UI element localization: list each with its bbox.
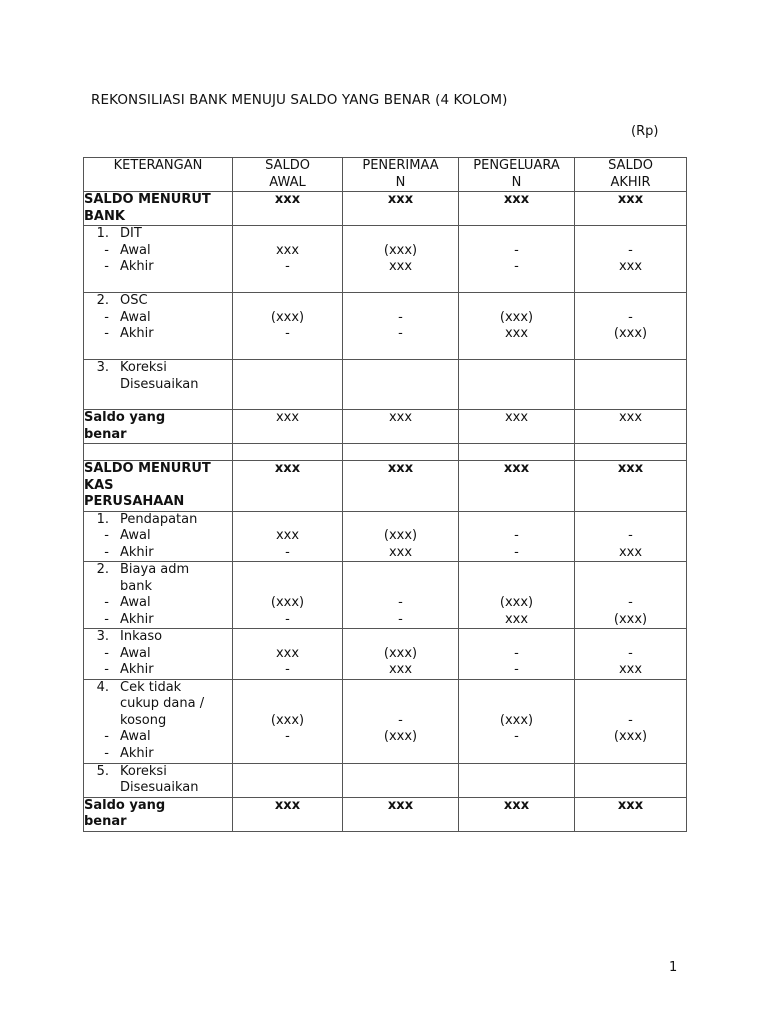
description-item — [84, 545, 232, 562]
cell-saldo-awal — [233, 797, 343, 831]
cell-value: xxx — [503, 797, 530, 813]
item-text: Awal — [120, 729, 151, 744]
item-marker: 3. — [96, 360, 109, 375]
description-item — [84, 512, 232, 529]
cell-value — [575, 562, 686, 579]
cell-saldo-akhir — [575, 562, 687, 629]
description-item — [84, 226, 232, 243]
item-marker: - — [104, 595, 109, 610]
row-description — [84, 562, 233, 629]
cell-value: xxx — [274, 797, 301, 813]
item-text: Awal — [120, 309, 151, 325]
description-item — [84, 293, 232, 310]
item-text: Akhir — [120, 745, 154, 761]
document-title: REKONSILIASI BANK MENUJU SALDO YANG BENAR (4 KOLOM) — [91, 92, 508, 108]
cell-saldo-awal — [233, 444, 343, 461]
table-row — [84, 410, 687, 444]
item-text: Pendapatan — [120, 511, 198, 527]
item-marker: 4. — [96, 679, 109, 695]
item-text: Akhir — [120, 326, 154, 341]
row-description — [84, 444, 233, 461]
cell-penerimaan — [343, 679, 459, 763]
currency-unit: (Rp) — [631, 124, 659, 139]
cell-value: xxx — [387, 461, 414, 476]
cell-value: (xxx) — [383, 645, 418, 661]
item-marker — [84, 696, 120, 713]
cell-value — [575, 293, 686, 310]
description-item — [84, 680, 232, 697]
header-text: PENGELUARA — [473, 158, 560, 173]
description-item — [84, 259, 232, 276]
cell-saldo-akhir — [575, 629, 687, 680]
cell-value — [459, 562, 574, 579]
cell-value — [459, 512, 574, 529]
description-item — [84, 360, 232, 377]
description-item — [84, 579, 232, 596]
item-text: Awal — [120, 528, 151, 543]
item-marker: - — [104, 326, 109, 341]
cell-value — [343, 562, 458, 579]
cell-saldo-akhir — [575, 360, 687, 410]
cell-value: - — [398, 326, 403, 341]
table-row — [84, 226, 687, 293]
cell-value: - — [285, 611, 290, 627]
item-marker: - — [104, 745, 109, 761]
cell-value: (xxx) — [383, 242, 418, 258]
description-item — [84, 696, 232, 713]
cell-pengeluaran — [459, 629, 575, 680]
description-line: PERUSAHAAN — [84, 494, 185, 509]
item-marker: - — [104, 309, 109, 325]
description-item — [84, 629, 232, 646]
cell-value: xxx — [275, 242, 300, 258]
cell-value: xxx — [618, 544, 643, 560]
cell-pengeluaran — [459, 511, 575, 562]
cell-pengeluaran — [459, 226, 575, 293]
cell-value: (xxx) — [499, 595, 534, 610]
cell-value: (xxx) — [499, 309, 534, 325]
item-marker: - — [104, 242, 109, 258]
header-text: SALDO — [265, 158, 310, 173]
row-description — [84, 763, 233, 797]
cell-value: - — [514, 662, 519, 677]
cell-value — [459, 696, 574, 713]
cell-value: xxx — [388, 662, 413, 677]
cell-saldo-awal — [233, 562, 343, 629]
cell-penerimaan — [343, 461, 459, 512]
item-marker: - — [104, 544, 109, 560]
cell-value — [459, 293, 574, 310]
header-text: N — [395, 174, 406, 190]
cell-value: xxx — [274, 192, 301, 207]
row-description — [84, 226, 233, 293]
cell-value: xxx — [504, 611, 529, 627]
cell-saldo-akhir — [575, 797, 687, 831]
item-marker: - — [104, 645, 109, 661]
cell-saldo-awal — [233, 679, 343, 763]
cell-value: xxx — [388, 259, 413, 274]
cell-value: - — [398, 611, 403, 627]
cell-saldo-awal — [233, 461, 343, 512]
cell-penerimaan — [343, 226, 459, 293]
description-item — [84, 713, 232, 730]
header-text: AWAL — [269, 174, 306, 190]
cell-value: - — [398, 309, 403, 325]
item-text: Disesuaikan — [120, 376, 199, 392]
cell-pengeluaran — [459, 461, 575, 512]
cell-value: (xxx) — [613, 611, 648, 627]
cell-penerimaan — [343, 410, 459, 444]
header-text: SALDO — [608, 158, 653, 173]
item-marker: 3. — [96, 629, 109, 644]
cell-value: xxx — [617, 192, 644, 207]
cell-value: - — [628, 528, 633, 543]
cell-value: - — [285, 259, 290, 274]
cell-value — [575, 226, 686, 243]
page-number: 1 — [669, 960, 678, 975]
cell-value — [459, 579, 574, 596]
cell-value — [233, 562, 342, 579]
item-marker: 2. — [96, 293, 109, 308]
description-item — [84, 595, 232, 612]
cell-penerimaan — [343, 797, 459, 831]
cell-penerimaan — [343, 763, 459, 797]
cell-value — [233, 696, 342, 713]
reconciliation-table — [83, 157, 687, 832]
item-text: bank — [120, 578, 152, 594]
cell-value — [459, 226, 574, 243]
cell-saldo-awal — [233, 410, 343, 444]
cell-value: - — [285, 662, 290, 677]
item-text: Akhir — [120, 611, 154, 627]
cell-saldo-akhir — [575, 679, 687, 763]
cell-value — [343, 579, 458, 596]
cell-value: - — [628, 645, 633, 661]
description-line: Saldo yang — [84, 797, 166, 813]
cell-value: (xxx) — [613, 326, 648, 341]
cell-penerimaan — [343, 629, 459, 680]
cell-value — [459, 680, 574, 697]
cell-value — [233, 293, 342, 310]
cell-saldo-akhir — [575, 763, 687, 797]
cell-value — [233, 226, 342, 243]
table-row — [84, 511, 687, 562]
cell-value: xxx — [504, 410, 529, 425]
table-row — [84, 461, 687, 512]
cell-value: (xxx) — [383, 729, 418, 744]
cell-value — [575, 629, 686, 646]
item-text: cukup dana / — [120, 696, 205, 711]
row-description — [84, 629, 233, 680]
cell-penerimaan — [343, 562, 459, 629]
item-text: Awal — [120, 242, 151, 258]
cell-value: (xxx) — [383, 528, 418, 543]
cell-penerimaan — [343, 293, 459, 360]
description-item — [84, 662, 232, 679]
cell-saldo-akhir — [575, 226, 687, 293]
cell-value: xxx — [275, 410, 300, 425]
header-pengeluaran — [459, 158, 575, 192]
description-item — [84, 528, 232, 545]
table-row — [84, 629, 687, 680]
cell-value: - — [514, 242, 519, 258]
cell-value — [343, 512, 458, 529]
description-item — [84, 612, 232, 629]
row-description — [84, 797, 233, 831]
item-text: Inkaso — [120, 629, 163, 644]
cell-value: xxx — [388, 410, 413, 425]
item-text: Awal — [120, 645, 151, 661]
item-text: Awal — [120, 595, 151, 610]
description-item — [84, 646, 232, 663]
row-description — [84, 511, 233, 562]
cell-value: - — [628, 309, 633, 325]
cell-value: - — [285, 729, 290, 744]
cell-value — [233, 629, 342, 646]
cell-value: - — [514, 528, 519, 543]
header-penerimaan — [343, 158, 459, 192]
header-text: AKHIR — [610, 174, 651, 190]
cell-pengeluaran — [459, 410, 575, 444]
cell-value: - — [285, 326, 290, 341]
item-text: kosong — [120, 712, 167, 728]
cell-value: xxx — [275, 645, 300, 661]
item-marker: 1. — [96, 511, 109, 527]
cell-value: - — [398, 712, 403, 728]
item-marker — [84, 713, 120, 730]
row-description — [84, 410, 233, 444]
item-text: Koreksi — [120, 360, 167, 375]
description-item — [84, 377, 232, 394]
cell-value — [343, 226, 458, 243]
cell-value: xxx — [274, 461, 301, 476]
cell-pengeluaran — [459, 679, 575, 763]
cell-pengeluaran — [459, 444, 575, 461]
cell-value: (xxx) — [499, 712, 534, 728]
table-row — [84, 763, 687, 797]
cell-value — [343, 696, 458, 713]
description-line: benar — [84, 426, 127, 442]
item-marker: 1. — [96, 226, 109, 241]
description-item — [84, 243, 232, 260]
table-row — [84, 797, 687, 831]
cell-value: (xxx) — [613, 729, 648, 744]
cell-penerimaan — [343, 360, 459, 410]
description-item — [84, 326, 232, 343]
cell-saldo-awal — [233, 763, 343, 797]
cell-value — [343, 680, 458, 697]
cell-saldo-akhir — [575, 192, 687, 226]
header-text: N — [511, 174, 522, 190]
description-line: benar — [84, 814, 127, 829]
cell-value: xxx — [275, 528, 300, 543]
cell-value: (xxx) — [270, 595, 305, 610]
cell-value — [575, 680, 686, 697]
description-line: BANK — [84, 208, 125, 224]
header-row — [84, 158, 687, 192]
cell-saldo-awal — [233, 192, 343, 226]
item-marker: - — [104, 729, 109, 744]
cell-pengeluaran — [459, 293, 575, 360]
cell-pengeluaran — [459, 797, 575, 831]
header-keterangan — [84, 158, 233, 192]
item-marker — [84, 579, 120, 596]
cell-saldo-awal — [233, 226, 343, 293]
cell-value — [343, 293, 458, 310]
cell-value: xxx — [503, 461, 530, 476]
item-marker: - — [104, 528, 109, 543]
header-text: PENERIMAA — [362, 158, 439, 173]
header-text: KETERANGAN — [113, 158, 203, 173]
cell-value — [459, 629, 574, 646]
cell-penerimaan — [343, 192, 459, 226]
cell-value — [575, 579, 686, 596]
cell-value: xxx — [387, 192, 414, 207]
item-text: OSC — [120, 293, 148, 308]
cell-value: xxx — [504, 326, 529, 341]
table-row — [84, 360, 687, 410]
cell-value — [343, 629, 458, 646]
cell-value: (xxx) — [270, 712, 305, 728]
cell-value: - — [628, 712, 633, 728]
cell-saldo-awal — [233, 360, 343, 410]
cell-value: xxx — [618, 259, 643, 274]
cell-value — [575, 696, 686, 713]
cell-value: xxx — [618, 410, 643, 425]
item-text: DIT — [120, 226, 142, 241]
item-text: Akhir — [120, 259, 154, 274]
description-line: SALDO MENURUT — [84, 461, 211, 476]
cell-value: - — [628, 595, 633, 610]
header-saldo-akhir — [575, 158, 687, 192]
table-row — [84, 562, 687, 629]
cell-saldo-akhir — [575, 444, 687, 461]
description-item — [84, 729, 232, 746]
item-marker: - — [104, 259, 109, 274]
cell-value: - — [398, 595, 403, 610]
item-text: Akhir — [120, 544, 154, 560]
cell-saldo-akhir — [575, 511, 687, 562]
cell-value: (xxx) — [270, 309, 305, 325]
cell-value: - — [514, 729, 519, 744]
cell-value: xxx — [617, 797, 644, 813]
cell-saldo-akhir — [575, 293, 687, 360]
cell-pengeluaran — [459, 763, 575, 797]
header-saldo-awal — [233, 158, 343, 192]
cell-value: - — [285, 544, 290, 560]
cell-saldo-akhir — [575, 461, 687, 512]
row-description — [84, 293, 233, 360]
item-text: Disesuaikan — [120, 780, 199, 795]
description-line: Saldo yang — [84, 410, 166, 425]
row-description — [84, 461, 233, 512]
cell-saldo-awal — [233, 629, 343, 680]
item-marker — [84, 377, 120, 394]
table-row — [84, 679, 687, 763]
cell-value: xxx — [387, 797, 414, 813]
cell-value: xxx — [503, 192, 530, 207]
row-description — [84, 679, 233, 763]
description-item — [84, 780, 232, 797]
table-row — [84, 192, 687, 226]
cell-value — [575, 512, 686, 529]
cell-value — [233, 680, 342, 697]
cell-value — [233, 579, 342, 596]
cell-saldo-awal — [233, 511, 343, 562]
cell-value: - — [514, 544, 519, 560]
description-item — [84, 562, 232, 579]
description-line: SALDO MENURUT — [84, 192, 211, 207]
description-item — [84, 746, 232, 763]
table-row — [84, 444, 687, 461]
cell-value: xxx — [617, 461, 644, 476]
description-item — [84, 310, 232, 327]
cell-pengeluaran — [459, 360, 575, 410]
cell-pengeluaran — [459, 562, 575, 629]
cell-value: xxx — [618, 662, 643, 677]
description-item — [84, 764, 232, 781]
cell-value: - — [514, 259, 519, 274]
item-text: Cek tidak — [120, 679, 182, 695]
item-marker: - — [104, 662, 109, 677]
row-description — [84, 192, 233, 226]
cell-pengeluaran — [459, 192, 575, 226]
item-marker: 2. — [96, 562, 109, 577]
cell-saldo-akhir — [575, 410, 687, 444]
table-row — [84, 293, 687, 360]
item-text: Biaya adm — [120, 562, 190, 577]
cell-penerimaan — [343, 511, 459, 562]
description-line: KAS — [84, 477, 114, 493]
cell-penerimaan — [343, 444, 459, 461]
item-marker — [84, 780, 120, 797]
cell-value — [233, 512, 342, 529]
cell-value: - — [628, 242, 633, 258]
item-marker: 5. — [96, 763, 109, 779]
item-text: Koreksi — [120, 763, 167, 779]
cell-value: xxx — [388, 544, 413, 560]
item-text: Akhir — [120, 662, 154, 677]
item-marker: - — [104, 611, 109, 627]
row-description — [84, 360, 233, 410]
cell-value: - — [514, 645, 519, 661]
cell-saldo-awal — [233, 293, 343, 360]
